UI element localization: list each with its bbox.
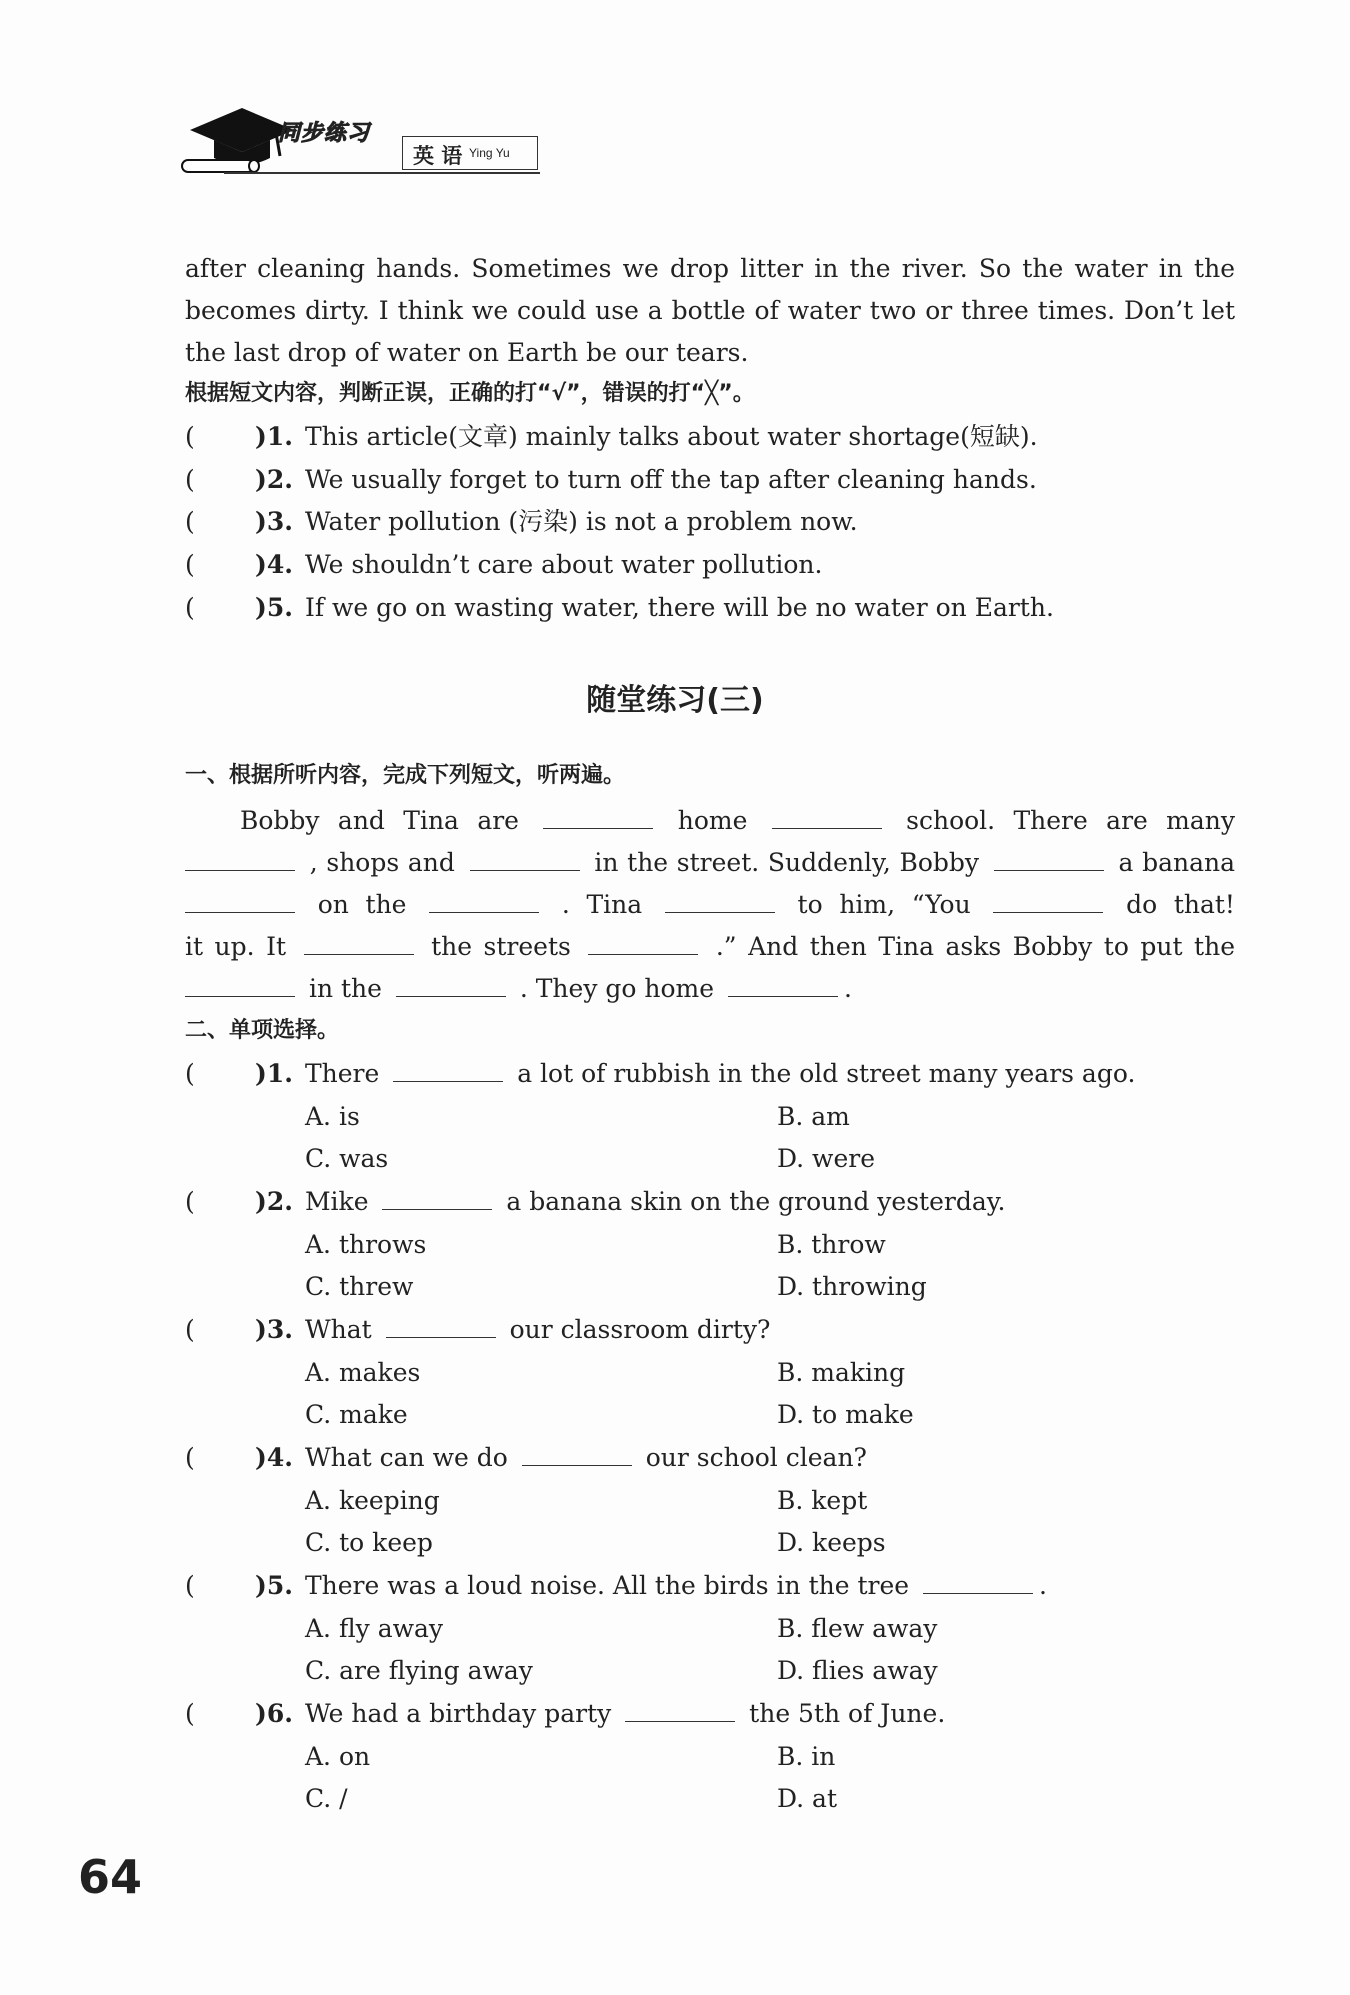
item-number: )3. [255,507,293,536]
option-d[interactable]: D. keeps [777,1528,886,1557]
answer-blank[interactable] [386,1315,496,1338]
answer-blank[interactable] [393,1059,503,1082]
mc-question [185,1442,1235,1474]
question-number: )4. [255,1443,293,1472]
mc-question [185,1570,1235,1602]
answer-blank[interactable] [185,890,295,913]
option-a[interactable]: A. makes [305,1358,421,1387]
answer-blank[interactable] [185,974,295,997]
option-a[interactable]: A. fly away [305,1614,444,1643]
answer-blank[interactable] [543,806,653,829]
tf-item [185,506,1235,538]
option-c[interactable]: C. are flying away [305,1656,533,1685]
cloze-text: . They go home [519,974,715,1003]
subject-pinyin: Ying Yu [469,146,510,160]
option-d[interactable]: D. were [777,1144,875,1173]
cloze-text: on the [317,890,407,919]
answer-blank[interactable] [772,806,882,829]
question-text: . [1039,1571,1047,1600]
answer-blank[interactable] [993,890,1103,913]
cloze-text: do that! [1126,890,1235,919]
question-text: the 5th of June. [749,1699,946,1728]
mc-question [185,1698,1235,1730]
answer-blank[interactable] [470,848,580,871]
option-d[interactable]: D. throwing [777,1272,927,1301]
answer-blank[interactable] [429,890,539,913]
answer-blank[interactable] [625,1699,735,1722]
tf-item [185,421,1235,453]
question-number: )6. [255,1699,293,1728]
cloze-text: . [844,974,852,1003]
part1-heading: 一、根据所听内容，完成下列短文，听两遍。 [185,763,626,788]
item-text: Water pollution (污染) is not a problem now. [304,507,858,536]
answer-blank[interactable] [923,1571,1033,1594]
subject-box [402,136,538,170]
question-number: )2. [255,1187,293,1216]
cloze-text: to him, “You [797,890,971,919]
reading-line: after cleaning hands. Sometimes we drop litter in the river. So the water in the [185,254,1235,283]
option-a[interactable]: A. keeping [305,1486,440,1515]
option-c[interactable]: C. make [305,1400,408,1429]
item-text: If we go on wasting water, there will be no water on Earth. [304,593,1054,622]
series-title: 同步练习 [278,121,371,146]
cloze-text: , shops and [309,848,455,877]
answer-paren[interactable]: ( [185,593,195,622]
question-text: our classroom dirty? [509,1315,771,1344]
answer-paren[interactable]: ( [185,1571,195,1600]
reading-line: the last drop of water on Earth be our tears. [185,338,749,367]
mc-question [185,1314,1235,1346]
cloze-text: it up. It [185,932,287,961]
answer-paren[interactable]: ( [185,1699,195,1728]
cloze-line [185,847,1235,879]
item-number: )5. [255,593,293,622]
item-number: )2. [255,465,293,494]
option-b[interactable]: B. am [777,1102,850,1131]
cloze-text: school. There are many [906,806,1235,835]
item-text: This article(文章) mainly talks about water shortage(短缺). [304,422,1038,451]
mc-question [185,1058,1235,1090]
option-c[interactable]: C. threw [305,1272,414,1301]
item-text: We shouldn’t care about water pollution. [304,550,823,579]
option-d[interactable]: D. flies away [777,1656,938,1685]
answer-blank[interactable] [665,890,775,913]
option-a[interactable]: A. is [305,1102,360,1131]
option-d[interactable]: D. to make [777,1400,914,1429]
answer-blank[interactable] [588,932,698,955]
question-text: There was a loud noise. All the birds in the tree [304,1571,910,1600]
question-text: a banana skin on the ground yesterday. [506,1187,1006,1216]
subject-label: 英 语 [413,144,463,168]
question-text: What can we do [304,1443,508,1472]
cloze-text: . Tina [561,890,643,919]
answer-paren[interactable]: ( [185,465,195,494]
answer-paren[interactable]: ( [185,1187,195,1216]
cloze-text: the streets [431,932,571,961]
page-number: 64 [78,1850,143,1904]
question-text: We had a birthday party [304,1699,612,1728]
answer-paren[interactable]: ( [185,550,195,579]
item-number: )1. [255,422,293,451]
option-c[interactable]: C. / [305,1784,348,1813]
question-text: our school clean? [645,1443,867,1472]
question-text: There [304,1059,380,1088]
answer-blank[interactable] [994,848,1104,871]
option-b[interactable]: B. flew away [777,1614,938,1643]
tf-instruction: 根据短文内容，判断正误，正确的打“√”，错误的打“╳”。 [185,381,755,406]
answer-blank[interactable] [396,974,506,997]
option-b[interactable]: B. in [777,1742,836,1771]
cloze-text: in the [308,974,382,1003]
reading-line: becomes dirty. I think we could use a bottle of water two or three times. Don’t let [185,296,1235,325]
cloze-line [185,931,1235,963]
answer-paren[interactable]: ( [185,1315,195,1344]
cloze-line [185,889,1235,921]
option-b[interactable]: B. throw [777,1230,886,1259]
cloze-text: a banana [1118,848,1235,877]
answer-blank[interactable] [304,932,414,955]
option-b[interactable]: B. kept [777,1486,868,1515]
question-text: a lot of rubbish in the old street many years ago. [517,1059,1136,1088]
part2-heading: 二、单项选择。 [185,1018,340,1043]
answer-blank[interactable] [382,1187,492,1210]
question-number: )3. [255,1315,293,1344]
cloze-text: in the street. Suddenly, Bobby [594,848,980,877]
cloze-text: .” And then Tina asks Bobby to put the [715,932,1235,961]
item-number: )4. [255,550,293,579]
answer-paren[interactable]: ( [185,422,195,451]
answer-paren[interactable]: ( [185,507,195,536]
page-header [180,100,540,178]
tf-item [185,549,1235,581]
answer-blank[interactable] [522,1443,632,1466]
cloze-text: Bobby and Tina are [240,806,519,835]
question-text: Mike [304,1187,369,1216]
tf-item [185,464,1235,496]
option-a[interactable]: A. on [305,1742,371,1771]
header-rule [224,172,540,174]
option-d[interactable]: D. at [777,1784,837,1813]
option-a[interactable]: A. throws [305,1230,427,1259]
option-b[interactable]: B. making [777,1358,906,1387]
answer-paren[interactable]: ( [185,1443,195,1472]
answer-paren[interactable]: ( [185,1059,195,1088]
cloze-line [185,973,1235,1005]
answer-blank[interactable] [728,974,838,997]
tf-item [185,592,1235,624]
cloze-text: home [677,806,748,835]
question-number: )1. [255,1059,293,1088]
answer-blank[interactable] [185,848,295,871]
option-c[interactable]: C. to keep [305,1528,433,1557]
option-c[interactable]: C. was [305,1144,389,1173]
question-text: What [304,1315,372,1344]
question-number: )5. [255,1571,293,1600]
section-title: 随堂练习(三) [586,683,764,718]
mc-question [185,1186,1235,1218]
item-text: We usually forget to turn off the tap after cleaning hands. [304,465,1037,494]
cloze-line [240,805,1235,837]
